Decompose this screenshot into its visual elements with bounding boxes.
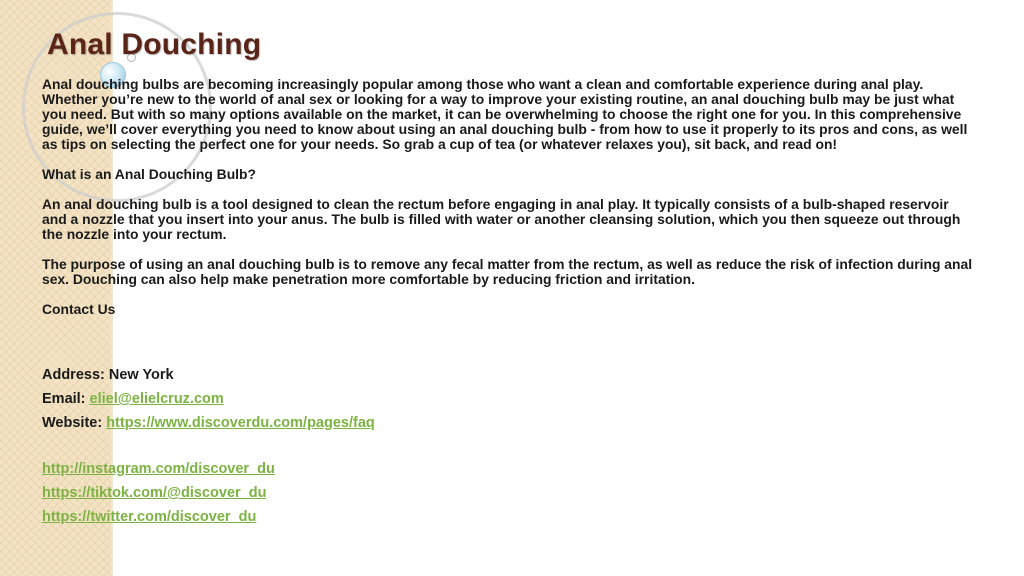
definition-paragraph: An anal douching bulb is a tool designed to clean the rectum before engaging in anal play. It typically consists of a bulb-shaped reservoir and a nozzle that you insert into your anus. The bulb is filled with water or another cleansing solution, which you then squeeze out through the nozzle into your rectum. — [42, 196, 961, 242]
article-body — [42, 77, 977, 332]
email-label: Email: — [42, 391, 90, 407]
section-heading-what-is: What is an Anal Douching Bulb? — [42, 166, 257, 182]
purpose-paragraph: The purpose of using an anal douching bulb is to remove any fecal matter from the rectum, as well as reduce the risk of infection during anal sex. Douching can also help make penetration more comfortable by reducing friction and irritation. — [42, 256, 973, 287]
email-link[interactable]: eliel@elielcruz.com — [89, 391, 224, 407]
website-line — [42, 411, 375, 435]
instagram-link[interactable]: http://instagram.com/discover_du — [42, 461, 275, 477]
address-line: Address: New York — [42, 367, 174, 383]
social-links — [42, 457, 275, 529]
email-line — [42, 387, 375, 411]
intro-paragraph: Anal douching bulbs are becoming increasingly popular among those who want a clean and comfortable experience during anal play. Whether you’re new to the world of anal sex or looking for a way to improve your existing routine, an anal douching bulb may be just what you need. But with so many options available on the market, it can be overwhelming to choose the right one for you. In this comprehensive guide, we’ll cover everything you need to know about using an anal douching bulb - from how to use it properly to its pros and cons, as well as tips on selecting the perfect one for your needs. So grab a cup of tea (or whatever relaxes you), sit back, and read on! — [42, 76, 968, 152]
twitter-link[interactable]: https://twitter.com/discover_du — [42, 509, 257, 525]
contact-info — [42, 363, 375, 435]
website-link[interactable]: https://www.discoverdu.com/pages/faq — [106, 415, 375, 431]
page-title: Anal Douching — [47, 28, 262, 61]
contact-heading: Contact Us — [42, 301, 116, 317]
website-label: Website: — [42, 415, 107, 431]
tiktok-link[interactable]: https://tiktok.com/@discover_du — [42, 485, 267, 501]
